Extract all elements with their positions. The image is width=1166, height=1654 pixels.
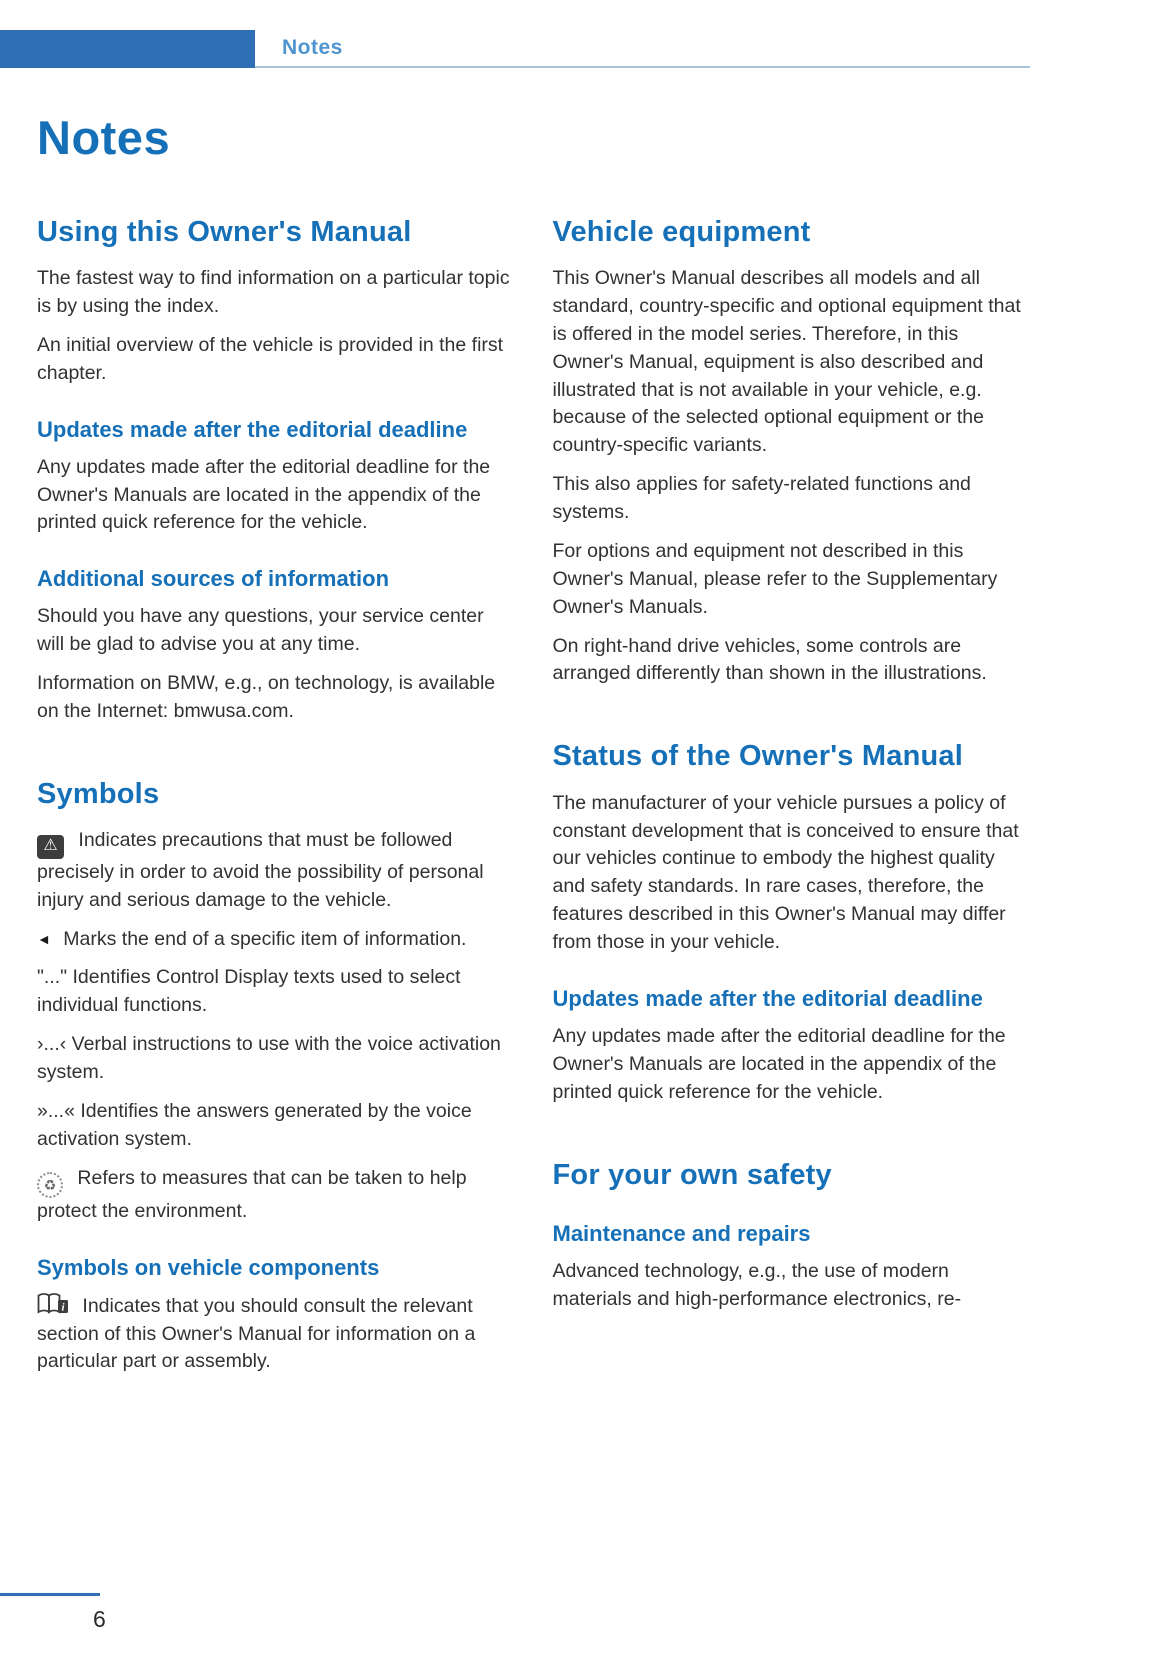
symbol-definition-text: Indicates that you should consult the relevant section of this Owner's Manual for information on a particular part or assembly.: [37, 1294, 476, 1373]
header-rule: [255, 30, 1030, 68]
section-heading-vehicle-equipment: Vehicle equipment: [552, 215, 811, 248]
svg-text:i: i: [61, 1301, 65, 1314]
symbol-definition-consult-manual: [37, 1292, 515, 1377]
paragraph: Any updates made after the editorial deadline for the Owner's Manuals are located in the appendix of the printed quick reference for the vehicle.: [552, 1025, 1006, 1103]
symbol-definition-text: Indicates precautions that must be followed precisely in order to avoid the possibility of personal injury and serious damage to the vehicle.: [37, 829, 484, 911]
symbol-definition-warning: [37, 827, 515, 914]
section-heading-status: Status of the Owner's Manual: [552, 740, 963, 773]
paragraph: This Owner's Manual describes all models and all standard, country-specific and optional equipment that is offered in the model series. Therefore, in this Owner's Manual, equipment is also described and illustrated that is not available in your vehicle, e.g. because of the selected optional equipment or the country-specific variants.: [552, 267, 1021, 457]
content-columns: [37, 216, 1030, 1388]
paragraph: An initial overview of the vehicle is provided in the first chapter.: [37, 333, 504, 384]
symbol-definition-voice-instruction: ›...‹ Verbal instructions to use with the voice activation system.: [37, 1033, 501, 1083]
symbol-definition-environment: [37, 1165, 515, 1226]
environment-icon: ♻: [37, 1172, 63, 1198]
chapter-label: Notes: [282, 36, 343, 59]
warning-icon: ⚠: [37, 835, 64, 859]
section-heading-symbols: Symbols: [37, 777, 160, 810]
paragraph: For options and equipment not described in this Owner's Manual, please refer to the Supplementary Owner's Manuals.: [552, 539, 998, 618]
sub-heading-additional-sources: Additional sources of information: [37, 566, 390, 592]
paragraph: On right-hand drive vehicles, some controls are arranged differently than shown in the illustrations.: [552, 634, 987, 685]
paragraph: This also applies for safety-related functions and systems.: [552, 473, 971, 524]
consult-manual-icon: [37, 1292, 69, 1316]
symbol-definition-display-text: "..." Identifies Control Display texts used to select individual functions.: [37, 966, 461, 1017]
sub-heading-maintenance-repairs: Maintenance and repairs: [552, 1221, 811, 1246]
sub-heading-updates-deadline: Updates made after the editorial deadline: [37, 416, 468, 442]
right-column: [553, 216, 1031, 1388]
page-number: 6: [93, 1606, 106, 1632]
symbol-definition-voice-answer: »...« Identifies the answers generated by the voice activation system.: [37, 1099, 472, 1150]
end-marker-icon: ◄: [37, 930, 51, 947]
left-column: [37, 216, 515, 1388]
paragraph: The fastest way to find information on a particular topic is by using the index.: [37, 267, 510, 317]
section-heading-own-safety: For your own safety: [552, 1158, 832, 1191]
page-title: Notes: [37, 111, 171, 164]
paragraph: The manufacturer of your vehicle pursues a policy of constant development that is conceived to ensure that our vehicles continue to embody the highest quality and safety standards. In rare cases, therefore, the features described in this Owner's Manual may differ from those in your vehicle.: [552, 791, 1019, 953]
section-heading-using-manual: Using this Owner's Manual: [37, 215, 412, 248]
paragraph: Advanced technology, e.g., the use of modern materials and high-performance electronics, re-: [552, 1260, 962, 1311]
paragraph: Any updates made after the editorial deadline for the Owner's Manuals are located in the appendix of the printed quick reference for the vehicle.: [37, 455, 491, 534]
chapter-tab-bar: [0, 30, 255, 68]
sub-heading-symbols-components: Symbols on vehicle components: [37, 1254, 380, 1280]
sub-heading-updates-deadline: Updates made after the editorial deadline: [552, 985, 983, 1011]
paragraph: Should you have any questions, your service center will be glad to advise you at any time.: [37, 605, 484, 656]
footer-rule: [0, 1593, 100, 1596]
page-header: [0, 30, 1166, 68]
symbol-definition-text: Marks the end of a specific item of information.: [63, 927, 467, 950]
paragraph: Information on BMW, e.g., on technology, is available on the Internet: bmwusa.com.: [37, 672, 496, 723]
symbol-definition-end-marker: [37, 926, 515, 954]
symbol-definition-text: Refers to measures that can be taken to help protect the environment.: [37, 1166, 467, 1222]
